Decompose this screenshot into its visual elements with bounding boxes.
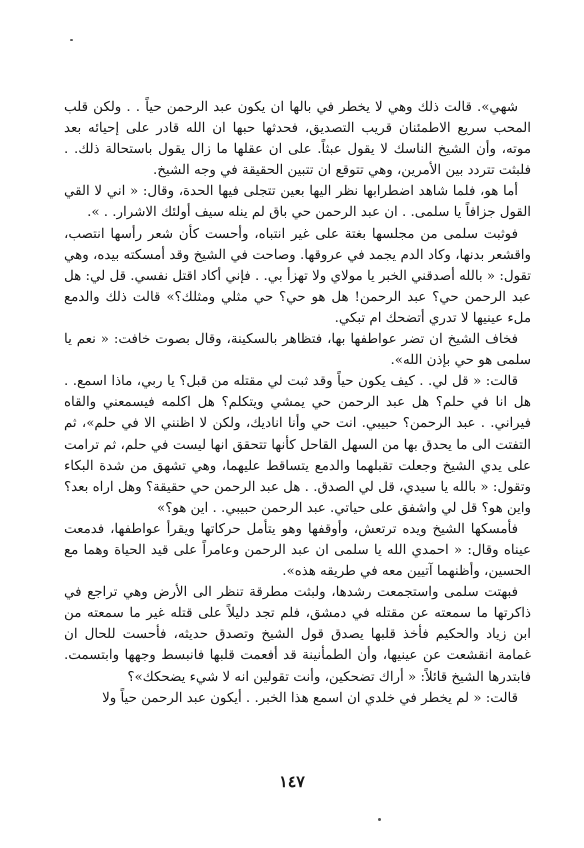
paragraph-4: فخاف الشيخ ان تضر عواطفها بها، فتظاهر بالسكينة، وقال بصوت خافت: « نعم يا سلمى هو حي بإذن الله». <box>64 332 531 369</box>
paragraph-6: فأمسكها الشيخ ويده ترتعش، وأوقفها وهو يتأمل حركاتها ويقرأ عواطفها، فدمعت عيناه وقال: « احمدي الله يا سلمى ان عبد الرحمن وعامراً على قيد الحياة وهما مع الحسين، وأظنهما آتيين معه في طريقه هذه». <box>64 521 531 580</box>
body-text <box>64 97 531 709</box>
scan-speck <box>70 39 73 41</box>
paragraph-5: قالت: « قل لي. . كيف يكون حياً وقد ثبت لي مقتله من قبل؟ يا ربي، ماذا اسمع. . هل انا في حلم؟ هل عبد الرحمن حي يمشي ويتكلم؟ هل اكلمه فيسمعني والقاه فيراني. . عبد الرحمن؟ حبيبي. انت حي وأنا اناديك، ولكن لا اظنني الا في حلم»، ثم التفتت الى ما يحدق بها من السهل القاحل كأنها تتحقق انها ليست في حلم، ثم ترامت على يدي الشيخ وجعلت تقبلهما والدمع يتساقط عليهما، وهي تشهق من شدة البكاء وتقول: « بالله يا سيدي، قل لي الصدق. . هل عبد الرحمن حي حقيقة؟ وهل اراه بعد؟ واين هو؟ قل لي واشفق على حياتي. عبد الرحمن حبيبي. . اين هو؟» <box>64 374 531 516</box>
paragraph-1: شهي». قالت ذلك وهي لا يخطر في بالها ان يكون عبد الرحمن حياً . . ولكن قلب المحب سريع الاطمئنان قريب التصديق، فحدثها حبها ان الله قادر على إحيائه بعد موته، وأن الشيخ الناسك لا يقول عبثاً. على ان عقلها ما زال يقول باستحالة ذلك. . فلبثت تتردد بين الأمرين، وهي تتوقع ان تتبين الحقيقة في وجه الشيخ. <box>64 100 531 179</box>
paragraph-7: فبهتت سلمى واستجمعت رشدها، ولبثت مطرقة تنظر الى الأرض وهي تراجع في ذاكرتها ما سمعته عن مقتله في دمشق، فلم تجد دليلاً على قتله غير ما سمعته من ابن زياد والحكيم فأخذ قلبها يصدق قول الشيخ وتصدق حديثه، فأحست للحال ان غمامة انقشعت عن عينيها، وأن الطمأنينة قد أفعمت قلبها فانبسط وجهها وابتسمت. فابتدرها الشيخ قائلاً: « أراك تضحكين، وأنت تقولين انه لا شيء يضحكك»؟ <box>64 585 531 685</box>
paragraph-8: قالت: « لم يخطر في خلدي ان اسمع هذا الخبر. . أيكون عبد الرحمن حياً ولا <box>102 690 518 706</box>
paragraph-3: فوثبت سلمى من مجلسها بغتة على غير انتباه، وأحست كأن شعر رأسها انتصب، واقشعر بدنها، وكاد الدم يجمد في عروقها. وصاحت في الشيخ وقد أمسكته بيده، وهي تقول: « بالله أصدقني الخبر يا مولاي ولا تهزأ بي. . فإني أكاد اقتل نفسي. قل لي: هل عبد الرحمن حي؟ عبد الرحمن! هل هو حي؟ حي مثلي ومثلك؟» قالت ذلك والدمع ملء عينيها لا تدري أتضحك ام تبكي. <box>63 226 531 326</box>
paragraph-2: أما هو، فلما شاهد اضطرابها نظر اليها بعين تتجلى فيها الحدة، وقال: « اني لا القي القول جزافاً يا سلمى. . ان عبد الرحمن حي باق لم ينله سيف أولئك الاشرار. . ». <box>64 184 531 221</box>
page-number: ١٤٧ <box>279 772 305 791</box>
scan-speck <box>378 818 381 821</box>
